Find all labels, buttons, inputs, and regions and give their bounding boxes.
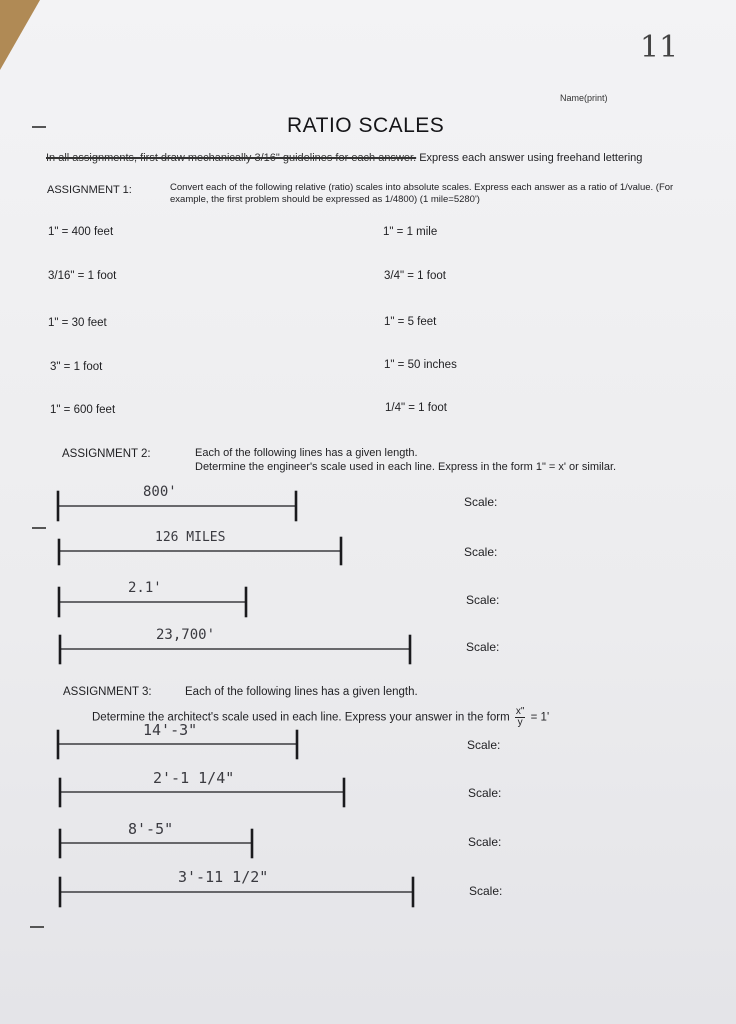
instruction-text: Express each answer using freehand lettering: [419, 152, 643, 164]
assignment-2-text-line-1: Each of the following lines has a given length.: [195, 447, 418, 459]
a1-right-item-2: 3/4" = 1 foot: [384, 270, 446, 282]
a1-right-item-5: 1/4" = 1 foot: [385, 402, 447, 414]
a1-left-item-3: 1" = 30 feet: [48, 317, 107, 329]
a2-line-4: [60, 636, 410, 663]
a2-length-4: 23,700': [156, 627, 216, 643]
margin-mark-top: [32, 126, 46, 128]
a3-scale-label-4: Scale:: [469, 884, 503, 898]
a3-scale-label-1: Scale:: [467, 738, 501, 752]
a1-left-item-5: 1" = 600 feet: [50, 404, 116, 416]
assignment-1-text: Convert each of the following relative (ratio) scales into absolute scales. Express each answer as a ratio of 1/value. (For example, the first problem should be expressed as 1/4800) (1 mile=5280'): [170, 182, 674, 205]
name-label: Name(print): [560, 93, 608, 103]
a1-right-item-1: 1" = 1 mile: [383, 226, 438, 238]
struck-instruction: In all assignments, first draw mechanically 3/16" guidelines for each answer.: [46, 152, 417, 164]
assignment-3-text-line-1: Each of the following lines has a given length.: [185, 686, 418, 698]
form-denominator: y: [517, 717, 523, 728]
a2-scale-label-4: Scale:: [466, 640, 500, 654]
page-number: 11: [640, 30, 679, 65]
a2-scale-label-2: Scale:: [464, 545, 498, 559]
a3-scale-label-2: Scale:: [468, 786, 502, 800]
a3-length-2: 2'-1 1/4": [153, 769, 235, 787]
a3-length-4: 3'-11 1/2": [178, 868, 269, 886]
a2-length-2: 126 MILES: [155, 530, 226, 545]
a2-length-1: 800': [143, 484, 177, 500]
form-tail: = 1': [530, 711, 550, 724]
a1-left-item-2: 3/16" = 1 foot: [48, 270, 117, 282]
margin-mark-middle: [32, 527, 46, 529]
a1-left-item-1: 1" = 400 feet: [48, 226, 114, 238]
margin-mark-bottom: [30, 926, 44, 928]
form-numerator: x": [515, 706, 525, 717]
a2-scale-label-1: Scale:: [464, 495, 498, 509]
page-title: RATIO SCALES: [287, 114, 445, 137]
a2-line-1: [58, 492, 296, 520]
assignment-2-label: ASSIGNMENT 2:: [62, 448, 151, 460]
a2-length-3: 2.1': [128, 580, 162, 596]
a3-length-1: 14'-3": [143, 721, 198, 739]
a3-length-3: 8'-5": [128, 820, 174, 838]
assignment-3-label: ASSIGNMENT 3:: [63, 686, 152, 698]
a1-right-item-3: 1" = 5 feet: [384, 316, 437, 328]
a2-scale-label-3: Scale:: [466, 593, 500, 607]
a1-left-item-4: 3" = 1 foot: [50, 361, 103, 373]
assignment-3-instruction: Determine the architect's scale used in each line. Express your answer in the form: [92, 711, 510, 724]
assignment-1-label: ASSIGNMENT 1:: [47, 184, 132, 196]
assignment-2-text-line-2: Determine the engineer's scale used in each line. Express in the form 1" = x' or similar.: [195, 461, 617, 473]
a1-right-item-4: 1" = 50 inches: [384, 359, 457, 371]
a3-scale-label-3: Scale:: [468, 835, 502, 849]
